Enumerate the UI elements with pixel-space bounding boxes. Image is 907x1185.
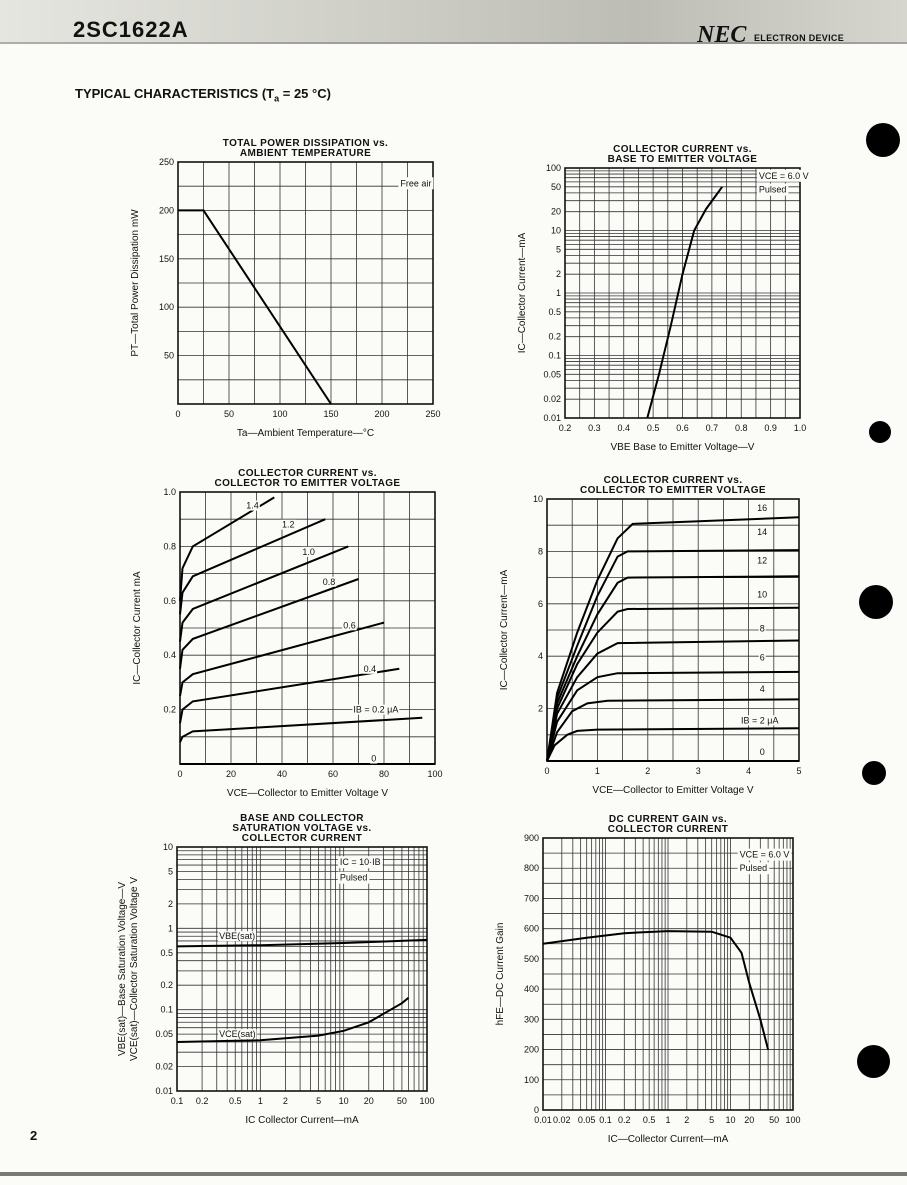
x-tick-label: 50 [396,1096,407,1106]
series-line [180,669,399,723]
y-tick-label: 50 [163,350,174,361]
y-axis-label: VCE(sat)—Collector Saturation Voltage V [129,877,140,1061]
x-tick-label: 1 [665,1115,671,1125]
y-tick-label: 4 [537,651,543,662]
y-tick-label: 20 [550,206,561,217]
y-tick-label: 700 [523,893,539,904]
series-label: VCE(sat) [219,1029,256,1040]
y-tick-label: 50 [550,181,561,192]
chart-ic-vs-vce [495,465,825,795]
y-tick-label: 0.2 [160,980,173,991]
series-label: IB = 0.2 μA [353,704,399,715]
y-tick-label: 6 [537,598,543,609]
chart-annotation: Pulsed [339,872,368,883]
x-tick-label: 10 [725,1115,736,1125]
chart-title: AMBIENT TEMPERATURE [239,148,372,159]
chart-title: COLLECTOR TO EMITTER VOLTAGE [214,478,401,489]
binder-hole [869,421,891,443]
y-tick-label: 0.02 [155,1061,173,1072]
chart-title: COLLECTOR CURRENT vs. [238,468,377,479]
x-tick-label: 100 [785,1115,801,1125]
chart-annotation: IC = 10·IB [339,857,381,868]
x-tick-label: 20 [744,1115,755,1125]
plot-frame [177,847,427,1091]
series-label: 10 [757,589,768,600]
chart-title: COLLECTOR CURRENT vs. [603,475,743,486]
series-label: 8 [759,623,765,634]
series-label: 16 [757,503,768,514]
chart-dc-current-gain [495,808,815,1143]
series-label: 12 [757,555,768,566]
part-number: 2SC1622A [73,17,189,42]
x-tick-label: 100 [419,1096,435,1106]
bottom-rule [0,1172,907,1176]
chart-annotation: VCE = 6.0 V [739,849,790,860]
x-tick-label: 20 [363,1096,374,1106]
series-label: VBE(sat) [219,931,256,942]
x-tick-label: 0.2 [618,1115,631,1125]
y-tick-label: 10 [532,494,543,504]
series-label: 1.2 [282,519,295,530]
x-tick-label: 80 [378,769,390,779]
logo-tagline: ELECTRON DEVICE [754,33,845,43]
x-tick-label: 0.5 [228,1096,242,1106]
y-tick-label: 2 [537,703,543,714]
chart-title: COLLECTOR TO EMITTER VOLTAGE [579,485,767,496]
x-tick-label: 50 [769,1115,780,1125]
x-tick-label: 0.1 [599,1115,612,1125]
series-label: 14 [757,526,768,537]
y-tick-label: 900 [523,833,539,843]
y-tick-label: 100 [523,1074,539,1085]
y-tick-label: 1 [167,923,173,934]
chart-title: COLLECTOR CURRENT [241,833,363,844]
x-tick-label: 1.0 [793,423,807,433]
series-label: 1.0 [302,546,315,557]
x-tick-label: 0.8 [734,423,748,433]
x-tick-label: 1 [257,1096,263,1106]
x-tick-label: 0.7 [705,423,719,433]
y-tick-label: 0.8 [163,541,176,552]
x-tick-label: 0.2 [558,423,572,433]
y-axis-label: VBE(sat)—Base Saturation Voltage—V [117,882,128,1056]
x-tick-label: 250 [425,409,441,419]
chart-power-dissipation [110,128,460,440]
binder-hole [857,1045,890,1078]
series-label: 0 [759,746,765,757]
y-tick-label: 0.1 [548,350,561,361]
nec-logo: NEC [697,22,747,48]
x-tick-label: 0.02 [553,1115,571,1125]
y-tick-label: 500 [523,953,539,964]
x-tick-label: 200 [374,409,390,419]
y-tick-label: 2 [555,269,561,280]
y-tick-label: 0.05 [155,1029,173,1040]
chart-annotation: Pulsed [758,184,787,195]
page-number: 2 [30,1128,38,1143]
y-tick-label: 8 [537,546,543,557]
x-tick-label: 0 [175,409,181,419]
y-tick-label: 0.4 [163,650,176,661]
y-axis-label: hFE—DC Current Gain [495,922,506,1026]
x-tick-label: 5 [796,766,802,776]
chart-annotation: Pulsed [739,863,768,874]
y-tick-label: 0 [533,1105,539,1115]
x-tick-label: 0 [544,766,550,776]
x-tick-label: 0.5 [642,1115,656,1125]
y-tick-label: 10 [162,842,173,852]
x-tick-label: 100 [272,409,288,419]
y-tick-label: 100 [545,163,561,173]
x-axis-label: Ta—Ambient Temperature—°C [236,428,375,439]
x-tick-label: 50 [223,409,235,419]
x-tick-label: 100 [427,769,443,779]
series-label: 0.6 [343,620,356,631]
y-tick-label: 100 [158,302,174,313]
chart-ic-vs-vce-small [110,458,460,799]
binder-hole [866,123,900,157]
series-label: 1.4 [246,500,259,511]
series-label: 0.8 [322,576,336,587]
x-tick-label: 0.3 [588,423,601,433]
y-tick-label: 0.2 [548,331,561,342]
x-axis-label: VCE—Collector to Emitter Voltage V [592,785,754,796]
y-tick-label: 0.01 [543,413,561,423]
chart-title: TOTAL POWER DISSIPATION vs. [222,138,389,149]
y-axis-label: IC—Collector Current mA [132,571,143,685]
series-line [180,519,325,614]
y-tick-label: 400 [523,984,539,995]
x-tick-label: 5 [316,1096,322,1106]
y-tick-label: 0.5 [160,947,173,958]
section-title: TYPICAL CHARACTERISTICS ($T_a = 25$ °C) [75,86,331,104]
y-tick-label: 300 [523,1014,539,1025]
y-tick-label: 0.6 [163,595,176,606]
series-label: 0.4 [363,663,377,674]
y-tick-label: 200 [158,205,174,216]
y-tick-label: 2 [167,898,173,909]
binder-hole [859,585,893,619]
y-tick-label: 5 [167,866,173,877]
y-tick-label: 600 [523,923,539,934]
y-axis-label: IC—Collector Current—mA [517,232,528,354]
y-tick-label: 0.2 [163,704,176,715]
chart-title: SATURATION VOLTAGE vs. [232,823,372,834]
x-axis-label: IC Collector Current—mA [245,1115,359,1126]
x-tick-label: 5 [709,1115,715,1125]
x-tick-label: 4 [746,766,752,776]
y-tick-label: 800 [523,863,539,874]
x-axis-label: VBE Base to Emitter Voltage—V [610,442,755,453]
x-tick-label: 0.01 [534,1115,552,1125]
series-label: 4 [759,683,765,694]
x-tick-label: 0.5 [646,423,660,433]
y-tick-label: 0.05 [543,369,561,380]
x-tick-label: 20 [225,769,237,779]
chart-title: DC CURRENT GAIN vs. [608,814,728,825]
y-tick-label: 200 [523,1044,539,1055]
chart-annotation: VCE = 6.0 V [758,170,809,181]
y-axis-label: PT—Total Power Dissipation mW [130,209,141,357]
x-tick-label: 0.2 [195,1096,209,1106]
x-tick-label: 0.4 [617,423,631,433]
y-tick-label: 5 [555,244,561,255]
x-tick-label: 40 [276,769,288,779]
x-tick-label: 10 [338,1096,349,1106]
x-tick-label: 0.9 [764,423,777,433]
series-label: IB = 2 μA [741,715,779,726]
y-tick-label: 0.02 [543,394,561,405]
series-line [180,718,422,742]
y-tick-label: 1 [555,288,561,298]
chart-title: COLLECTOR CURRENT [607,824,729,835]
series-line [180,497,274,600]
x-tick-label: 0 [177,769,183,779]
chart-saturation-voltage [95,805,445,1140]
y-tick-label: 1.0 [163,487,176,497]
chart-ic-vs-vbe [505,135,825,460]
x-tick-label: 2 [684,1115,690,1125]
y-tick-label: 0.1 [160,1004,173,1015]
x-axis-label: VCE—Collector to Emitter Voltage V [226,788,389,799]
x-tick-label: 150 [323,409,339,419]
x-tick-label: 2 [282,1096,288,1106]
x-tick-label: 60 [327,769,339,779]
y-tick-label: 0.5 [548,306,561,317]
x-tick-label: 0.6 [676,423,689,433]
binder-hole [862,761,886,785]
y-tick-label: 250 [158,157,174,167]
y-tick-label: 10 [550,225,561,236]
x-tick-label: 0.05 [577,1115,596,1125]
series-label: 0 [371,753,377,764]
x-axis-label: IC—Collector Current—mA [607,1134,729,1145]
series-line [177,998,409,1042]
y-tick-label: 0.01 [155,1086,173,1096]
chart-annotation: Free air [400,178,432,189]
chart-title: BASE TO EMITTER VOLTAGE [607,154,758,165]
chart-title: BASE AND COLLECTOR [240,813,364,824]
x-tick-label: 0.1 [170,1096,184,1106]
series-line [543,931,768,1050]
x-tick-label: 1 [594,766,600,776]
x-tick-label: 3 [695,766,701,776]
y-tick-label: 150 [158,253,174,264]
y-axis-label: IC—Collector Current—mA [499,569,510,691]
series-label: 6 [759,652,765,663]
x-tick-label: 2 [645,766,651,776]
chart-title: COLLECTOR CURRENT vs. [613,144,752,155]
